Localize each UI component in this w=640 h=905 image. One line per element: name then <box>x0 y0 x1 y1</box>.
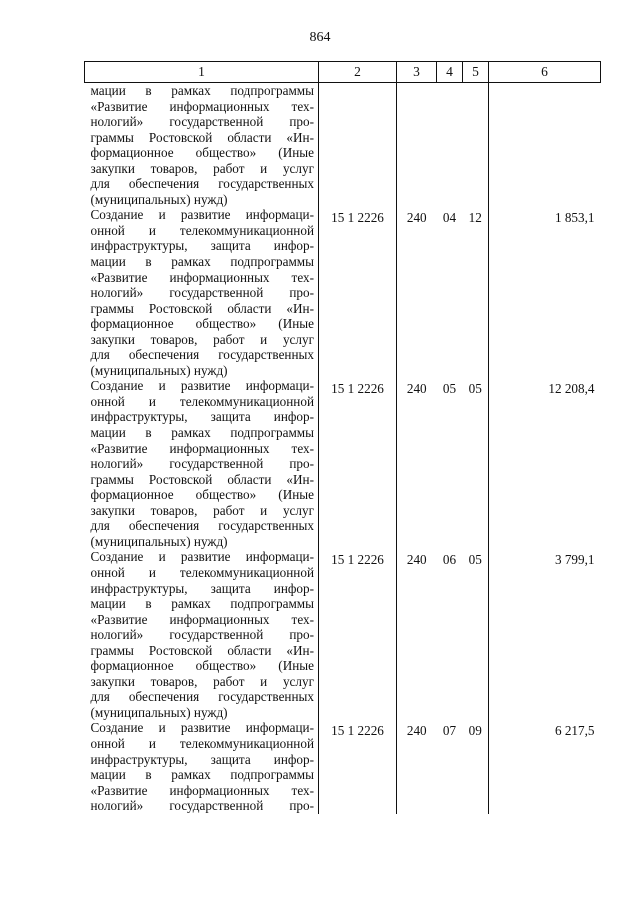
row-description <box>85 83 319 208</box>
description-line: закупки товаров, работ и услуг <box>90 673 314 689</box>
description-line: инфраструктуры, защита инфор- <box>90 580 314 596</box>
row-subsection <box>463 83 489 208</box>
description-line: мации в рамках подпрограммы <box>90 596 314 612</box>
description-line: (муниципальных) нужд) <box>90 362 228 378</box>
row-amount <box>489 83 601 208</box>
description-line: граммы Ростовской области «Ин- <box>90 471 314 487</box>
header-col-3: 3 <box>397 62 437 83</box>
row-target-code: 15 1 2226 <box>319 207 397 378</box>
row-expense-type <box>397 83 437 208</box>
table-row <box>85 549 601 720</box>
description-line: Создание и развитие информаци- <box>90 207 314 223</box>
description-line: нологий» государственной про- <box>90 456 314 472</box>
description-line: для обеспечения государственных <box>90 176 314 192</box>
row-subsection: 05 <box>468 381 482 397</box>
row-description <box>85 207 319 378</box>
row-section <box>437 83 463 208</box>
description-line: онной и телекоммуникационной <box>90 393 314 409</box>
row-target-code: 15 1 2226 <box>319 378 397 549</box>
description-line: для обеспечения государственных <box>90 518 314 534</box>
description-line: инфраструктуры, защита инфор- <box>90 751 314 767</box>
description-line: формационное общество» (Иные <box>90 487 314 503</box>
description-line: формационное общество» (Иные <box>90 145 314 161</box>
row-target-code: 15 1 2226 <box>319 549 397 720</box>
row-description <box>85 720 319 813</box>
page-number: 864 <box>309 30 331 45</box>
description-line: нологий» государственной про- <box>90 798 314 814</box>
budget-table <box>84 61 601 814</box>
description-line: инфраструктуры, защита инфор- <box>90 409 314 425</box>
description-line: для обеспечения государственных <box>90 347 314 363</box>
row-amount: 1 853,1 <box>489 207 601 378</box>
description-line: «Развитие информационных тех- <box>90 782 314 798</box>
description-line: Создание и развитие информаци- <box>90 378 314 394</box>
description-line: закупки товаров, работ и услуг <box>90 502 314 518</box>
row-expense-type: 240 <box>397 207 437 378</box>
description-line: формационное общество» (Иные <box>90 316 314 332</box>
row-section: 04 <box>442 210 457 226</box>
description-line: Создание и развитие информаци- <box>90 549 314 565</box>
row-amount: 12 208,4 <box>489 378 601 549</box>
row-expense-type: 240 <box>397 720 437 813</box>
header-col-6: 6 <box>489 62 601 83</box>
description-line: онной и телекоммуникационной <box>90 735 314 751</box>
row-amount: 3 799,1 <box>489 549 601 720</box>
row-expense-type: 240 <box>397 549 437 720</box>
description-line: «Развитие информационных тех- <box>90 98 314 114</box>
row-target-code: 15 1 2226 <box>319 720 397 813</box>
description-line: (муниципальных) нужд) <box>90 704 228 720</box>
description-line: онной и телекоммуникационной <box>90 564 314 580</box>
description-line: формационное общество» (Иные <box>90 658 314 674</box>
row-subsection: 09 <box>468 723 482 739</box>
row-amount: 6 217,5 <box>489 720 601 813</box>
description-line: Создание и развитие информаци- <box>90 720 314 736</box>
row-subsection: 12 <box>468 210 482 226</box>
description-line: закупки товаров, работ и услуг <box>90 160 314 176</box>
row-expense-type: 240 <box>397 378 437 549</box>
row-subsection: 05 <box>468 552 482 568</box>
description-line: граммы Ростовской области «Ин- <box>90 129 314 145</box>
description-line: мации в рамках подпрограммы <box>90 425 314 441</box>
row-description <box>85 549 319 720</box>
description-line: нологий» государственной про- <box>90 114 314 130</box>
description-line: закупки товаров, работ и услуг <box>90 331 314 347</box>
row-description <box>85 378 319 549</box>
row-section: 07 <box>442 723 457 739</box>
table-row <box>85 720 601 813</box>
table-body <box>85 83 601 814</box>
description-line: граммы Ростовской области «Ин- <box>90 300 314 316</box>
description-line: нологий» государственной про- <box>90 627 314 643</box>
row-target-code <box>319 83 397 208</box>
description-line: «Развитие информационных тех- <box>90 269 314 285</box>
description-line: граммы Ростовской области «Ин- <box>90 642 314 658</box>
table-row <box>85 83 601 208</box>
description-line: инфраструктуры, защита инфор- <box>90 238 314 254</box>
table-row <box>85 378 601 549</box>
header-col-5: 5 <box>463 62 489 83</box>
description-line: мации в рамках подпрограммы <box>90 767 314 783</box>
header-col-1: 1 <box>85 62 319 83</box>
description-line: (муниципальных) нужд) <box>90 191 228 207</box>
header-col-2: 2 <box>319 62 397 83</box>
row-section: 06 <box>442 552 457 568</box>
description-line: для обеспечения государственных <box>90 689 314 705</box>
description-line: мации в рамках подпрограммы <box>90 254 314 270</box>
description-line: «Развитие информационных тех- <box>90 440 314 456</box>
header-col-4: 4 <box>437 62 463 83</box>
description-line: онной и телекоммуникационной <box>90 222 314 238</box>
table-header <box>85 62 601 83</box>
header-row <box>85 62 601 83</box>
description-line: нологий» государственной про- <box>90 285 314 301</box>
description-line: «Развитие информационных тех- <box>90 611 314 627</box>
table-row <box>85 207 601 378</box>
description-line: (муниципальных) нужд) <box>90 533 228 549</box>
description-line: мации в рамках подпрограммы <box>90 83 314 98</box>
row-section: 05 <box>442 381 457 397</box>
